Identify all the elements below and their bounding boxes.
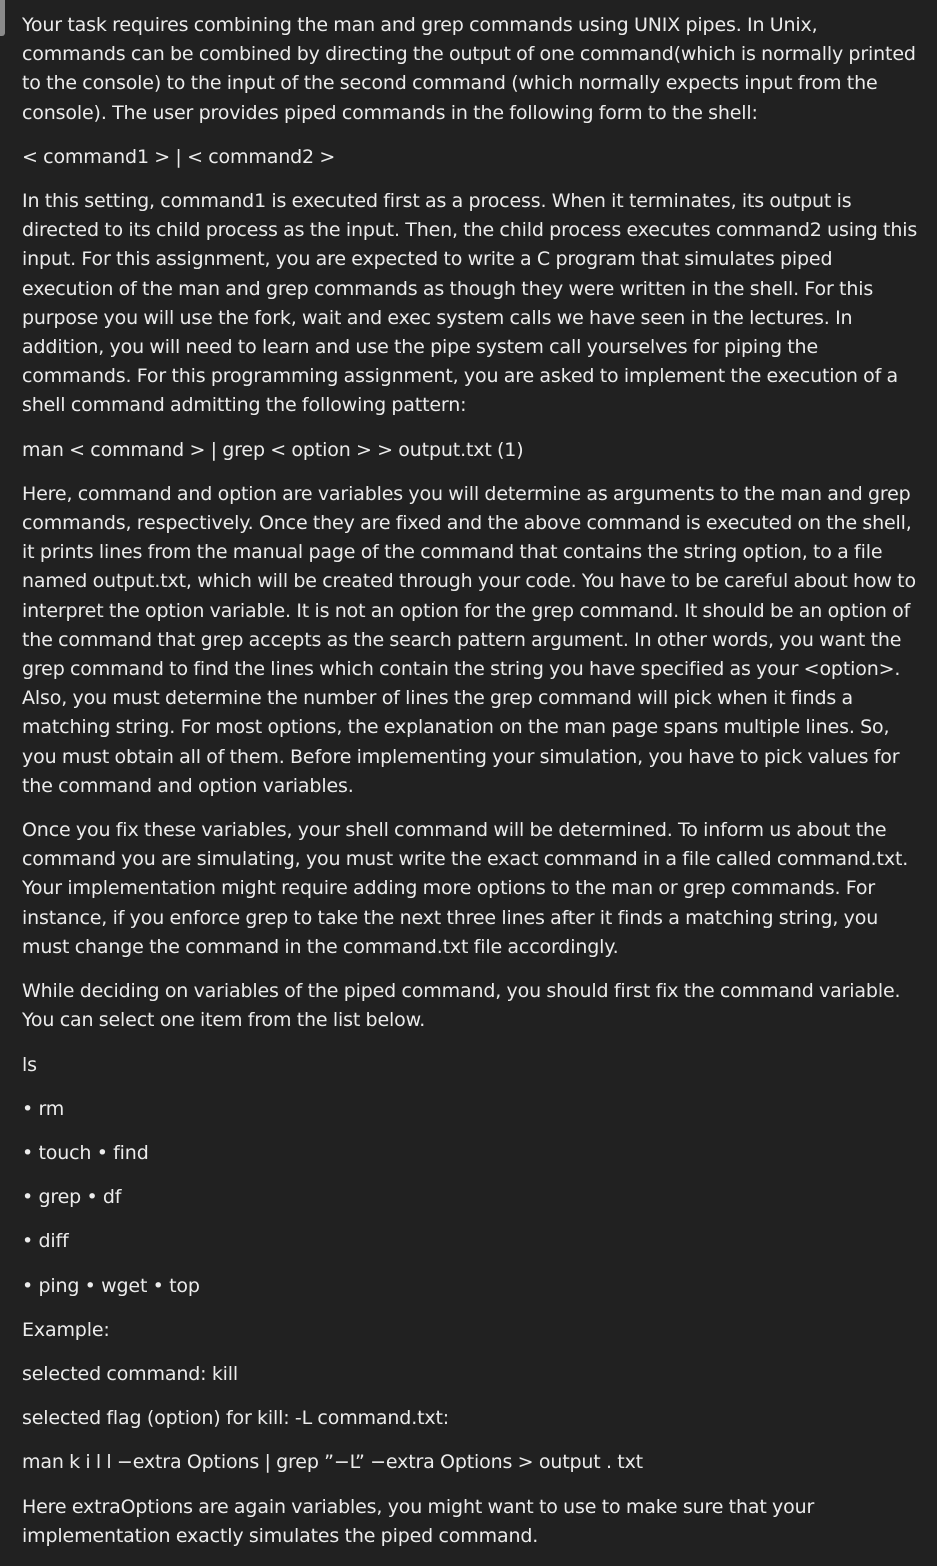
command-pattern: man < command > | grep < option > > output.txt (1): [22, 438, 524, 461]
variables-paragraph: Here, command and option are variables you will determine as arguments to the man and grep commands, respectively. Once they are fixed and the above command is executed on the shell, it prints lines from the manual page of the command that contains the string option, to a file named output.txt, which will be created through your code. You have to be careful about how to interpret the option variable. It is not an option for the grep command. It should be an option of the command that grep accepts as the search pattern argument. In other words, you want the grep command to find the lines which contain the string you have specified as your <option>. Also, you must determine the number of lines the grep command will pick when it finds a matching string. For most options, the explanation on the man page spans multiple lines. So, you must obtain all of them. Before implementing your simulation, you have to pick values for the command and option variables.: [22, 482, 916, 797]
pipe-form: < command1 > | < command2 >: [22, 145, 336, 168]
list-item: • diff: [22, 1230, 69, 1253]
example-full-command: man k i l l −extra Options | grep ”−L” −extra Options > output . txt: [22, 1451, 643, 1474]
setting-paragraph: In this setting, command1 is executed first as a process. When it terminates, its output is directed to its child process as the input. Then, the child process executes command2 using this input. For this assignment, you are expected to write a C program that simulates piped execution of the man and grep commands as though they were written in the shell. For this purpose you will use the fork, wait and exec system calls we have seen in the lectures. In addition, you will need to learn and use the pipe system call yourselves for piping the commands. For this programming assignment, you are asked to implement the execution of a shell command admitting the following pattern:: [22, 190, 918, 417]
scrollbar-thumb[interactable]: [0, 0, 5, 36]
extra-options-paragraph: Here extraOptions are again variables, you might want to use to make sure that your implementation exactly simulates the piped command.: [22, 1495, 815, 1547]
selection-paragraph: While deciding on variables of the piped command, you should first fix the command variable. You can select one item from the list below.: [22, 980, 901, 1032]
list-item: • ping • wget • top: [22, 1274, 200, 1297]
list-item: • rm: [22, 1097, 65, 1120]
intro-paragraph: Your task requires combining the man and grep commands using UNIX pipes. In Unix, commands can be combined by directing the output of one command(which is normally printed to the console) to the input of the second command (which normally expects input from the console). The user provides piped commands in the following form to the shell:: [22, 14, 916, 124]
command-file-paragraph: Once you fix these variables, your shell command will be determined. To inform us about the command you are simulating, you must write the exact command in a file called command.txt. Your implementation might require adding more options to the man or grep commands. For instance, if you enforce grep to take the next three lines after it finds a matching string, you must change the command in the command.txt file accordingly.: [22, 819, 909, 958]
assignment-text: [22, 11, 920, 1566]
example-command: selected command: kill: [22, 1362, 239, 1385]
list-item: ls: [22, 1053, 37, 1076]
example-flag: selected flag (option) for kill: -L command.txt:: [22, 1407, 450, 1430]
example-heading: Example:: [22, 1318, 110, 1341]
list-item: • grep • df: [22, 1186, 122, 1209]
list-item: • touch • find: [22, 1141, 149, 1164]
